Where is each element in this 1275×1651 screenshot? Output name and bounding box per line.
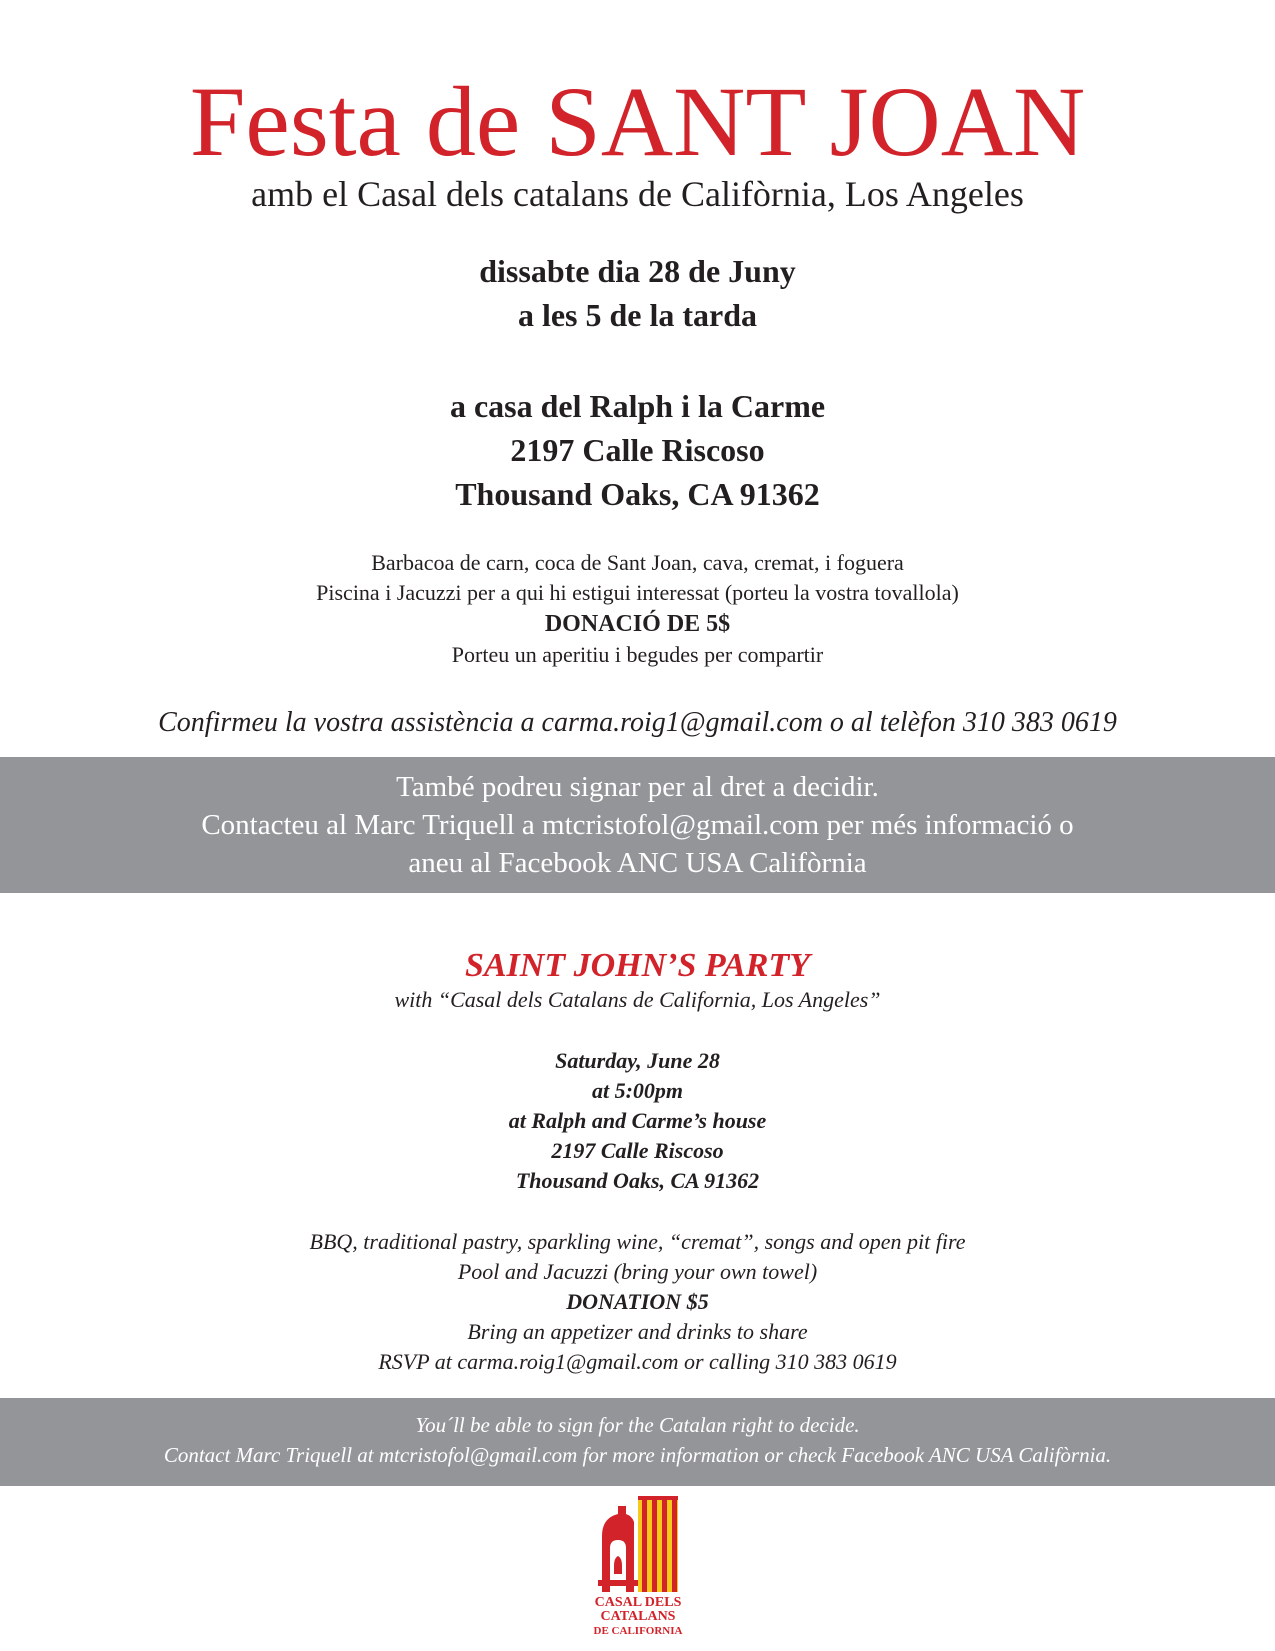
english-venue-street: 2197 Calle Riscoso [551, 1138, 724, 1163]
english-info-pool: Pool and Jacuzzi (bring your own towel) [457, 1259, 818, 1284]
info-pool: Piscina i Jacuzzi per a qui hi estigui interessat (porteu la vostra tovallola) [316, 580, 959, 605]
english-info-bring: Bring an appetizer and drinks to share [467, 1319, 808, 1344]
english-time: at 5:00pm [591, 1078, 684, 1103]
info-bring: Porteu un aperitiu i begudes per compartir [451, 642, 824, 667]
logo-text-line: CASAL DELS [594, 1595, 682, 1610]
english-date: Saturday, June 28 [555, 1048, 720, 1073]
english-info-food: BBQ, traditional pastry, sparkling wine, “cremat”, songs and open pit fire [309, 1229, 966, 1254]
band-line: aneu al Facebook ANC USA Califòrnia [408, 847, 867, 879]
info-food: Barbacoa de carn, coca de Sant Joan, cava, cremat, i foguera [371, 550, 904, 575]
english-venue-host: at Ralph and Carme’s house [508, 1108, 767, 1133]
band-line: Contacteu al Marc Triquell a mtcristofol@gmail.com per més informació o [201, 809, 1074, 841]
english-donation: DONATION $5 [566, 1289, 709, 1314]
english-venue-city: Thousand Oaks, CA 91362 [515, 1168, 760, 1193]
english-subtitle: with “Casal dels Catalans de California, Los Angeles” [394, 987, 881, 1012]
english-title: SAINT JOHN’S PARTY [464, 947, 811, 984]
event-time: a les 5 de la tarda [517, 297, 758, 333]
english-rsvp: RSVP at carma.roig1@gmail.com or calling 310 383 0619 [378, 1349, 897, 1374]
logo-text-line: DE CALIFORNIA [593, 1625, 683, 1637]
catalan-info-band [0, 757, 1275, 893]
venue-host: a casa del Ralph i la Carme [449, 388, 826, 424]
band-line: També podreu signar per al dret a decidir. [396, 771, 879, 803]
english-info-band [0, 1398, 1275, 1486]
rsvp-line: Confirmeu la vostra assistència a carma.roig1@gmail.com o al telèfon 310 383 0619 [158, 707, 1117, 738]
event-date: dissabte dia 28 de Juny [479, 253, 796, 289]
event-title: Festa de SANT JOAN [189, 66, 1086, 177]
venue-city: Thousand Oaks, CA 91362 [455, 476, 820, 512]
band-line: Contact Marc Triquell at mtcristofol@gmail.com for more information or check Facebook ANC USA Califòrnia. [163, 1443, 1112, 1467]
venue-street: 2197 Calle Riscoso [510, 432, 765, 468]
event-subtitle: amb el Casal dels catalans de Califòrnia, Los Angeles [251, 174, 1024, 214]
casal-logo-icon [592, 1496, 684, 1592]
band-line: You´ll be able to sign for the Catalan right to decide. [415, 1413, 860, 1437]
donation-label: DONACIÓ DE 5$ [544, 611, 731, 637]
logo-text-line: CATALANS [600, 1609, 676, 1624]
